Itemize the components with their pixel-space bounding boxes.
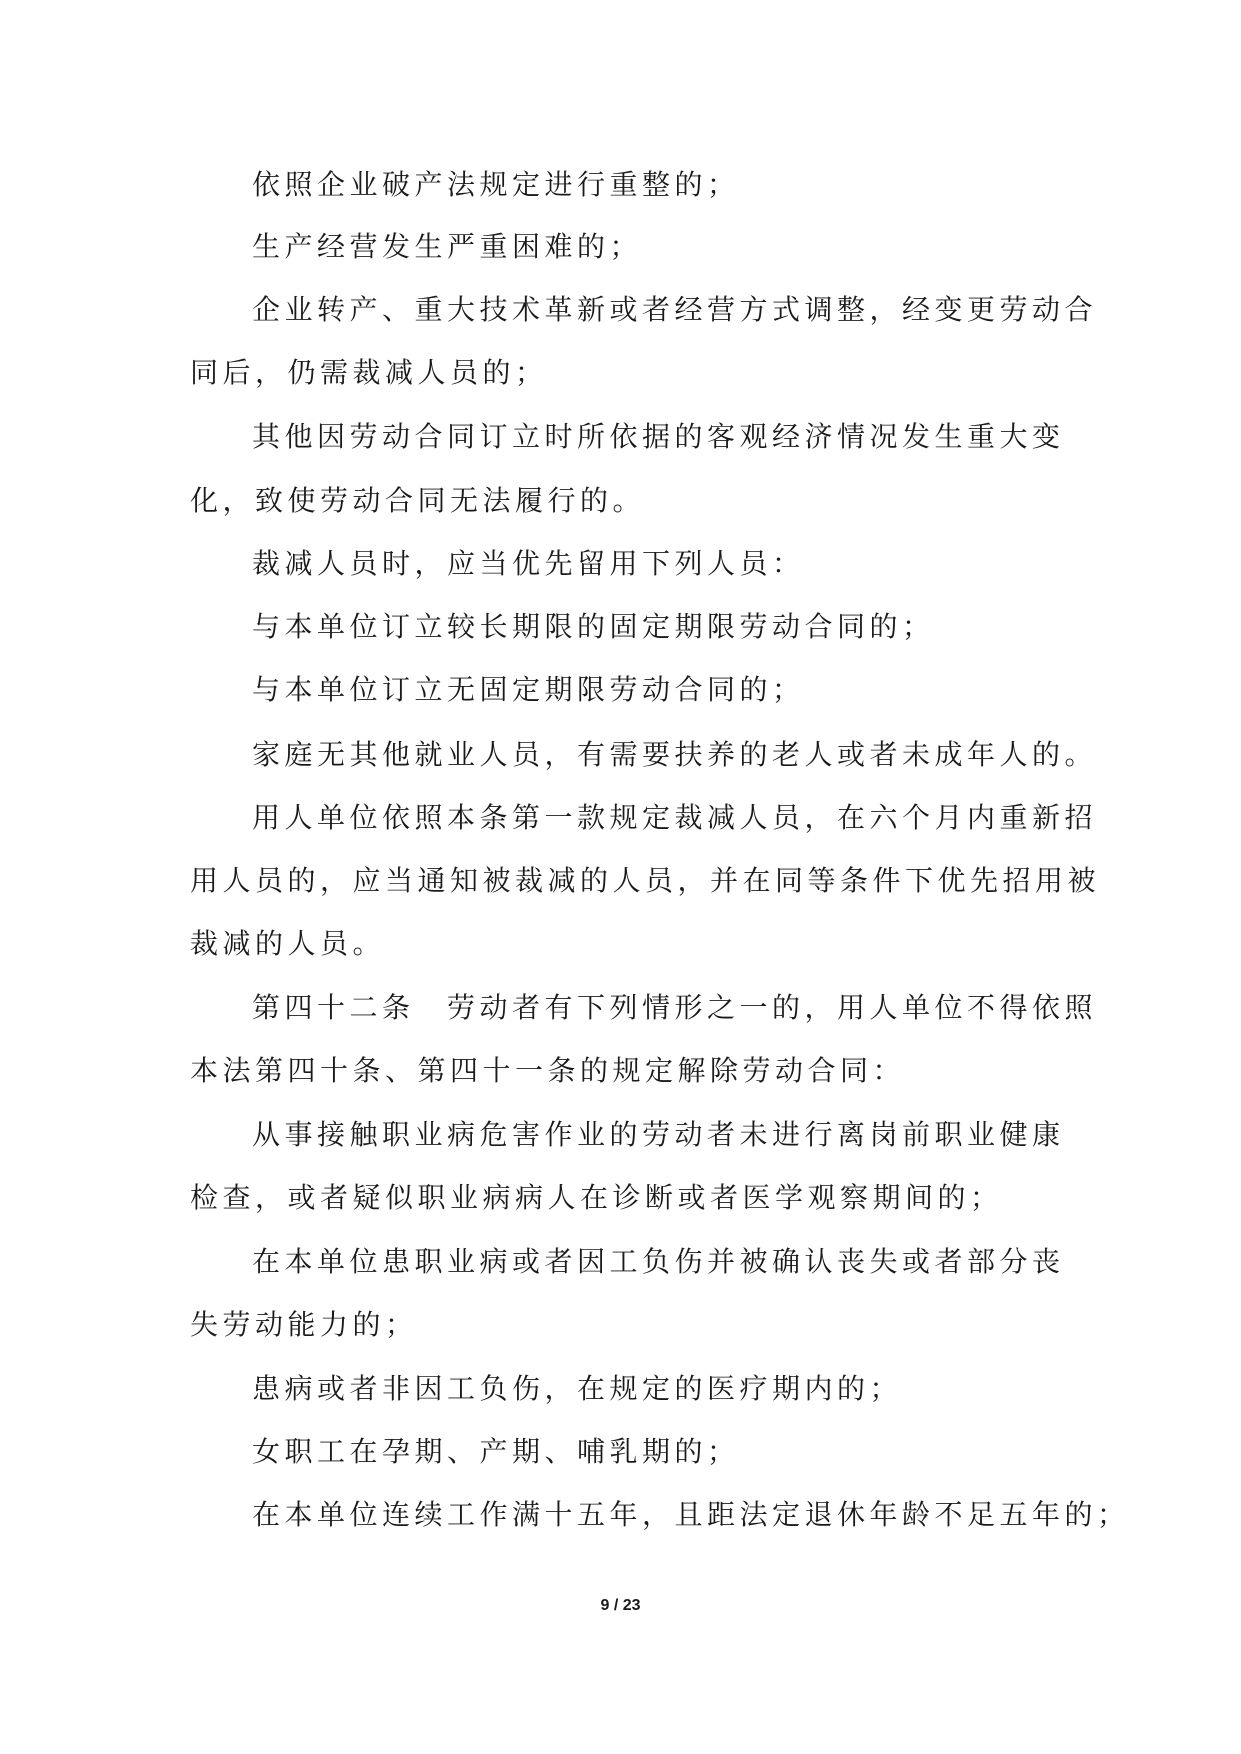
text-line: 女职工在孕期、产期、哺乳期的； bbox=[252, 1435, 740, 1468]
text-line: 失劳动能力的； bbox=[190, 1308, 418, 1341]
text-line: 本法第四十条、第四十一条的规定解除劳动合同： bbox=[190, 1054, 906, 1087]
text-line: 同后，仍需裁减人员的； bbox=[190, 356, 548, 389]
text-line: 化，致使劳动合同无法履行的。 bbox=[190, 484, 646, 517]
text-line: 依照企业破产法规定进行重整的； bbox=[252, 168, 740, 201]
text-line: 在本单位连续工作满十五年，且距法定退休年龄不足五年的； bbox=[252, 1498, 1130, 1531]
text-line: 第四十二条 劳动者有下列情形之一的，用人单位不得依照 bbox=[252, 991, 1098, 1024]
text-line: 裁减人员时，应当优先留用下列人员： bbox=[252, 547, 805, 580]
page-number: 9 / 23 bbox=[600, 1597, 641, 1614]
text-line: 家庭无其他就业人员，有需要扶养的老人或者未成年人的。 bbox=[252, 738, 1098, 771]
text-line: 在本单位患职业病或者因工负伤并被确认丧失或者部分丧 bbox=[252, 1245, 1065, 1278]
text-line: 其他因劳动合同订立时所依据的客观经济情况发生重大变 bbox=[252, 420, 1065, 453]
text-line: 企业转产、重大技术革新或者经营方式调整，经变更劳动合 bbox=[252, 293, 1098, 326]
text-line: 与本单位订立较长期限的固定期限劳动合同的； bbox=[252, 610, 935, 643]
text-line: 裁减的人员。 bbox=[190, 927, 386, 960]
text-line: 生产经营发生严重困难的； bbox=[252, 230, 643, 263]
text-line: 与本单位订立无固定期限劳动合同的； bbox=[252, 673, 805, 706]
text-line: 用人员的，应当通知被裁减的人员，并在同等条件下优先招用被 bbox=[190, 864, 1101, 897]
text-line: 患病或者非因工负伤，在规定的医疗期内的； bbox=[252, 1372, 903, 1405]
text-line: 从事接触职业病危害作业的劳动者未进行离岗前职业健康 bbox=[252, 1118, 1065, 1151]
text-line: 检查，或者疑似职业病病人在诊断或者医学观察期间的； bbox=[190, 1181, 1003, 1214]
text-line: 用人单位依照本条第一款规定裁减人员，在六个月内重新招 bbox=[252, 801, 1098, 834]
